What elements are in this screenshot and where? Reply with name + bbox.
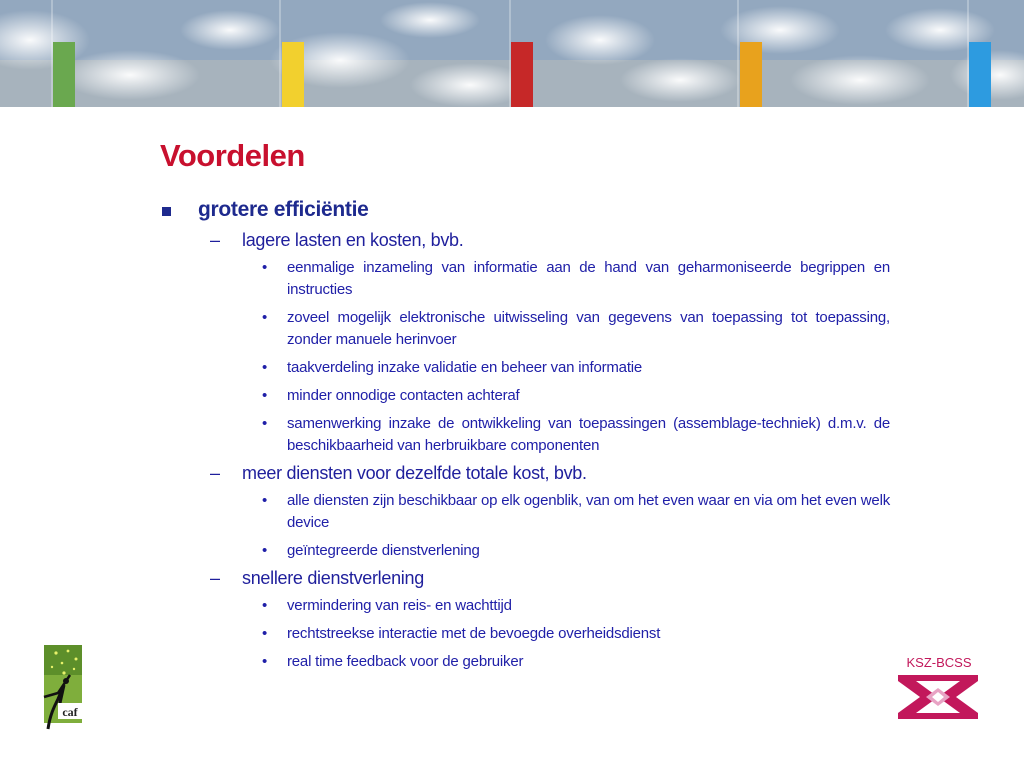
list-item <box>160 623 890 645</box>
bullet-level1 <box>160 198 890 222</box>
dash-marker: – <box>210 463 220 483</box>
list-item-text: eenmalige inzameling van informatie aan de hand van geharmoniseerde begrippen en instructies <box>287 259 890 298</box>
list-item <box>160 307 890 351</box>
slide-title: Voordelen <box>160 138 305 173</box>
header-banner <box>0 0 1024 107</box>
list-item-text: zoveel mogelijk elektronische uitwisseling van gegevens van toepassing tot toepassing, zonder manuele herinvoer <box>287 309 890 348</box>
list-item-text: samenwerking inzake de ontwikkeling van toepassingen (assemblage-techniek) d.m.v. de beschikbaarheid van herbruikbare componenten <box>287 415 890 454</box>
bullet-marker: • <box>262 387 268 404</box>
list-item <box>160 540 890 562</box>
bullet-marker: • <box>262 415 268 432</box>
ksz-bcss-logo <box>896 655 980 721</box>
banner-graphic <box>0 0 1024 107</box>
bar-green <box>53 42 75 107</box>
list-item-text: real time feedback voor de gebruiker <box>287 653 524 670</box>
slide-content <box>160 198 890 679</box>
bar-blue <box>969 42 991 107</box>
bullet-marker: • <box>262 653 268 670</box>
caf-logo-text: caf <box>62 705 78 719</box>
bullet-marker: • <box>262 359 268 376</box>
section-heading-text: lagere lasten en kosten, bvb. <box>242 230 464 250</box>
list-item-text: geïntegreerde dienstverlening <box>287 542 480 559</box>
list-item-text: taakverdeling inzake validatie en beheer van informatie <box>287 359 643 376</box>
level1-text: grotere efficiëntie <box>198 198 369 221</box>
section-heading <box>160 463 890 484</box>
list-item <box>160 257 890 301</box>
square-bullet-icon <box>162 207 171 216</box>
ksz-bcss-x-icon <box>896 673 980 721</box>
list-item-text: vermindering van reis- en wachttijd <box>287 597 512 614</box>
dash-marker: – <box>210 568 220 588</box>
ksz-bcss-label: KSZ-BCSS <box>906 655 972 670</box>
list-item <box>160 357 890 379</box>
section-heading-text: snellere dienstverlening <box>242 568 424 588</box>
bar-yellow <box>282 42 304 107</box>
list-item <box>160 413 890 457</box>
list-item <box>160 385 890 407</box>
dash-marker: – <box>210 230 220 250</box>
bullet-marker: • <box>262 309 268 326</box>
bullet-marker: • <box>262 597 268 614</box>
bar-red <box>511 42 533 107</box>
bullet-marker: • <box>262 492 268 509</box>
caf-logo <box>34 645 86 731</box>
list-item-text: rechtstreekse interactie met de bevoegde overheidsdienst <box>287 625 661 642</box>
bullet-marker: • <box>262 625 268 642</box>
list-item <box>160 651 890 673</box>
bar-orange <box>740 42 762 107</box>
bullet-marker: • <box>262 259 268 276</box>
list-item-text: minder onnodige contacten achteraf <box>287 387 520 404</box>
list-item <box>160 595 890 617</box>
section-heading <box>160 568 890 589</box>
list-item <box>160 490 890 534</box>
caf-logo-icon <box>34 645 86 731</box>
section-heading <box>160 230 890 251</box>
bullet-marker: • <box>262 542 268 559</box>
list-item-text: alle diensten zijn beschikbaar op elk ogenblik, van om het even waar en via om het even welk device <box>287 492 890 531</box>
section-heading-text: meer diensten voor dezelfde totale kost, bvb. <box>242 463 587 483</box>
